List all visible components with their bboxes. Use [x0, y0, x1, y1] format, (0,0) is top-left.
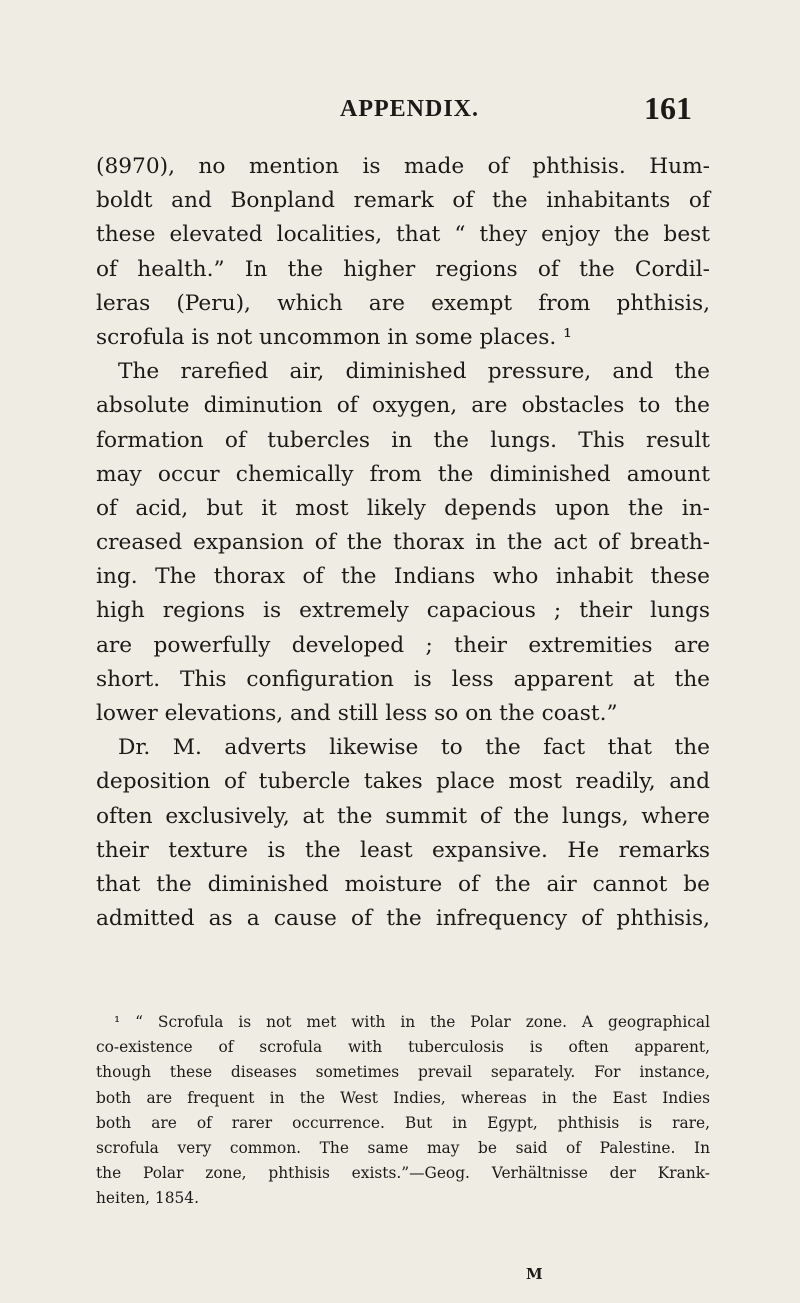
body-line: boldt and Bonpland remark of the inhabitants of	[96, 188, 710, 214]
body-line: leras (Peru), which are exempt from phthisis,	[96, 290, 710, 316]
page-number: 161	[644, 90, 692, 126]
body-line: high regions is extremely capacious ; their lungs	[96, 598, 710, 624]
body-line: ing. The thorax of the Indians who inhabit these	[96, 564, 710, 590]
signature-mark: M	[526, 1265, 543, 1283]
body-line: scrofula is not uncommon in some places. ¹	[96, 324, 572, 350]
body-line: that the diminished moisture of the air cannot be	[96, 871, 710, 897]
footnote-line: scrofula very common. The same may be said of Palestine. In	[96, 1138, 710, 1157]
body-line: are powerfully developed ; their extremities are	[96, 632, 710, 658]
body-line: lower elevations, and still less so on the coast.”	[96, 701, 618, 726]
page-header	[0, 92, 800, 132]
footnote-line: ¹ “ Scrofula is not met with in the Polar zone. A geographical	[114, 1013, 710, 1031]
body-line: absolute diminution of oxygen, are obstacles to the	[96, 393, 710, 419]
running-head: APPENDIX.	[340, 96, 479, 122]
body-line: may occur chemically from the diminished amount	[96, 461, 710, 487]
body-line: of acid, but it most likely depends upon the in-	[96, 495, 710, 521]
body-line: Dr. M. adverts likewise to the fact that the	[118, 735, 710, 761]
footnote-line: the Polar zone, phthisis exists.”—Geog. Verhältnisse der Krank-	[96, 1164, 710, 1183]
body-line: their texture is the least expansive. He remarks	[96, 837, 710, 863]
footnote	[96, 1010, 710, 1212]
body-line: admitted as a cause of the infrequency of phthisis,	[96, 906, 710, 932]
body-line: formation of tubercles in the lungs. This result	[96, 427, 710, 453]
body-line: of health.” In the higher regions of the Cordil-	[96, 256, 710, 282]
footnote-line: both are of rarer occurrence. But in Egypt, phthisis is rare,	[96, 1113, 710, 1132]
body-line: often exclusively, at the summit of the lungs, where	[96, 803, 710, 829]
body-text	[96, 150, 710, 936]
footnote-line: both are frequent in the West Indies, whereas in the East Indies	[96, 1088, 710, 1107]
body-line: short. This configuration is less apparent at the	[96, 666, 710, 692]
body-line: The rarefied air, diminished pressure, and the	[118, 359, 710, 385]
body-line: deposition of tubercle takes place most readily, and	[96, 769, 710, 795]
body-line: these elevated localities, that “ they enjoy the best	[96, 222, 710, 248]
footnote-line: heiten, 1854.	[96, 1189, 199, 1208]
footnote-line: though these diseases sometimes prevail separately. For instance,	[96, 1063, 710, 1082]
footnote-line: co-existence of scrofula with tuberculosis is often apparent,	[96, 1038, 710, 1057]
body-line: creased expansion of the thorax in the act of breath-	[96, 530, 710, 556]
body-line: (8970), no mention is made of phthisis. Hum-	[96, 154, 710, 179]
